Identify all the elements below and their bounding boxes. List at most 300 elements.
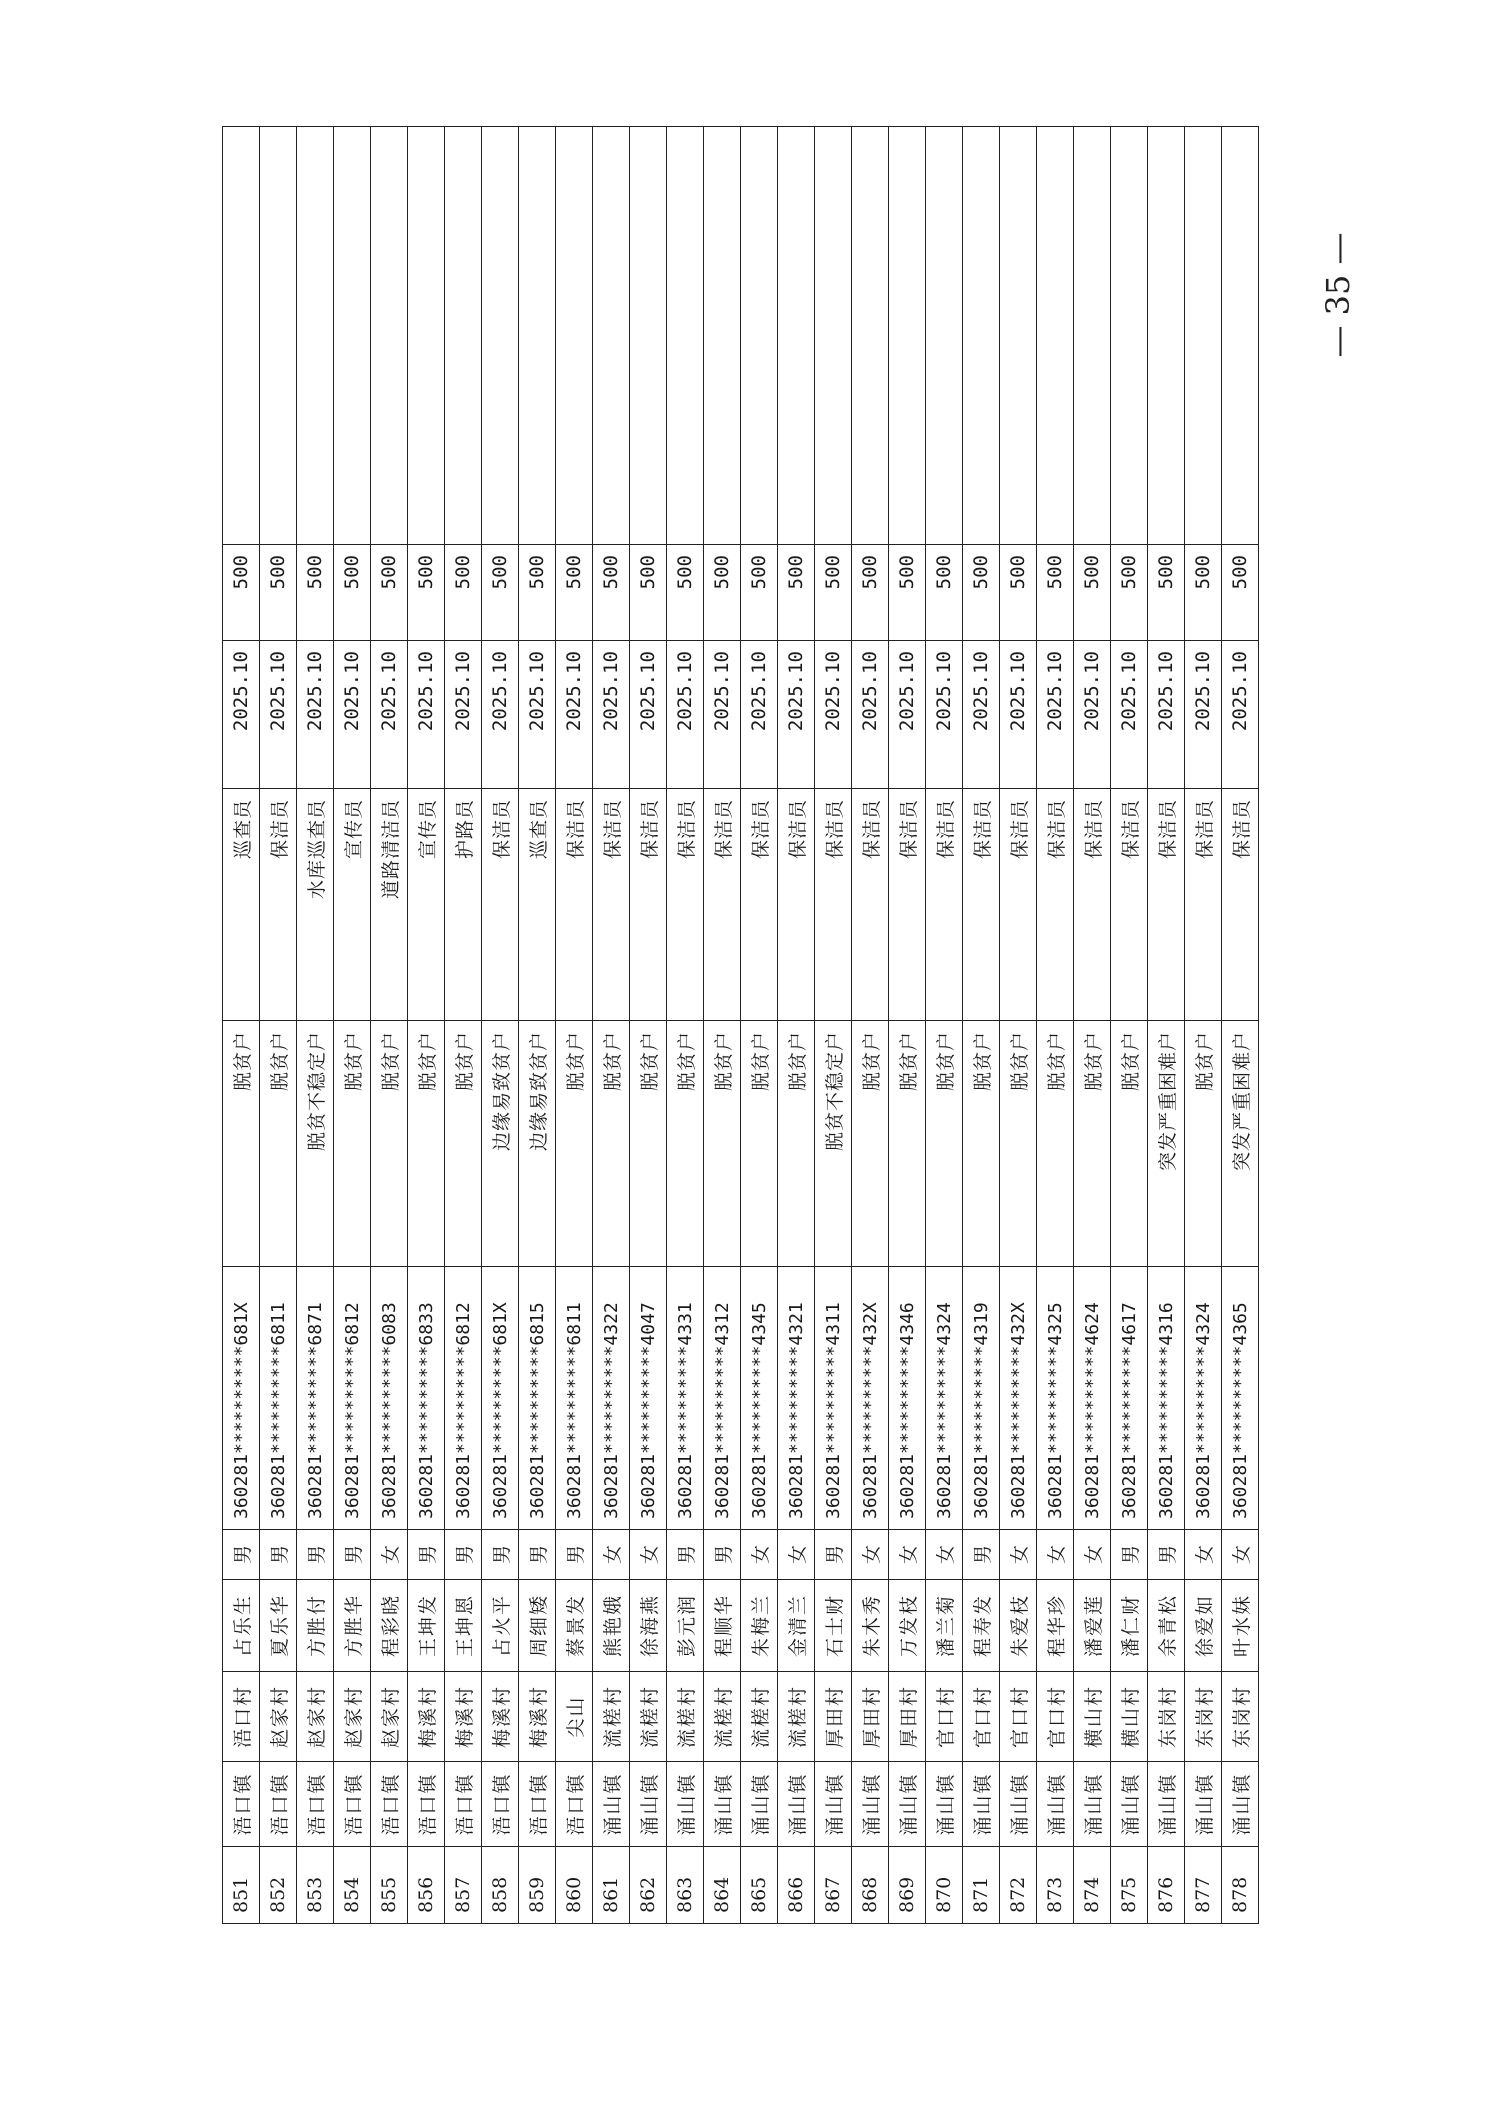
row-number-cell: 859 <box>519 1847 556 1924</box>
amount-cell: 500 <box>519 545 556 641</box>
empty-cell <box>852 127 889 545</box>
town-cell: 浯口镇 <box>482 1762 519 1847</box>
amount-cell: 500 <box>1037 545 1074 641</box>
sex-cell: 女 <box>1037 1530 1074 1580</box>
household-category-cell: 脱贫户 <box>778 1021 815 1267</box>
amount-cell: 500 <box>297 545 334 641</box>
household-category-cell: 突发严重困难户 <box>1222 1021 1259 1267</box>
amount-cell: 500 <box>482 545 519 641</box>
amount-cell: 500 <box>926 545 963 641</box>
job-post-cell: 保洁员 <box>1148 789 1185 1021</box>
sex-cell: 男 <box>482 1530 519 1580</box>
amount-cell: 500 <box>815 545 852 641</box>
person-name-cell: 叶水妹 <box>1222 1580 1259 1672</box>
date-cell: 2025.10 <box>1222 641 1259 789</box>
empty-cell <box>297 127 334 545</box>
empty-cell <box>223 127 260 545</box>
household-category-cell: 脱贫户 <box>556 1021 593 1267</box>
job-post-cell: 保洁员 <box>1000 789 1037 1021</box>
sex-cell: 女 <box>371 1530 408 1580</box>
table-row <box>1148 127 1185 1924</box>
empty-cell <box>704 127 741 545</box>
table-row <box>371 127 408 1924</box>
sex-cell: 男 <box>260 1530 297 1580</box>
person-name-cell: 石士财 <box>815 1580 852 1672</box>
empty-cell <box>889 127 926 545</box>
id-number-cell: 360281**********4365 <box>1222 1267 1259 1530</box>
id-number-cell: 360281**********432X <box>1000 1267 1037 1530</box>
village-cell: 赵家村 <box>297 1672 334 1762</box>
row-number-cell: 873 <box>1037 1847 1074 1924</box>
person-name-cell: 周细矮 <box>519 1580 556 1672</box>
table-row <box>704 127 741 1924</box>
household-category-cell: 脱贫户 <box>223 1021 260 1267</box>
date-cell: 2025.10 <box>297 641 334 789</box>
table-row <box>963 127 1000 1924</box>
job-post-cell: 保洁员 <box>704 789 741 1021</box>
empty-cell <box>408 127 445 545</box>
amount-cell: 500 <box>1074 545 1111 641</box>
job-post-cell: 保洁员 <box>926 789 963 1021</box>
household-category-cell: 脱贫户 <box>371 1021 408 1267</box>
village-cell: 官口村 <box>963 1672 1000 1762</box>
empty-cell <box>815 127 852 545</box>
village-cell: 横山村 <box>1074 1672 1111 1762</box>
amount-cell: 500 <box>704 545 741 641</box>
person-name-cell: 程顺华 <box>704 1580 741 1672</box>
date-cell: 2025.10 <box>223 641 260 789</box>
village-cell: 流槎村 <box>704 1672 741 1762</box>
village-cell: 梅溪村 <box>519 1672 556 1762</box>
roster-table-container <box>222 127 1253 1924</box>
amount-cell: 500 <box>1222 545 1259 641</box>
amount-cell: 500 <box>223 545 260 641</box>
person-name-cell: 王坤恩 <box>445 1580 482 1672</box>
job-post-cell: 道路清洁员 <box>371 789 408 1021</box>
amount-cell: 500 <box>852 545 889 641</box>
person-name-cell: 程寿发 <box>963 1580 1000 1672</box>
town-cell: 浯口镇 <box>445 1762 482 1847</box>
row-number-cell: 856 <box>408 1847 445 1924</box>
village-cell: 赵家村 <box>334 1672 371 1762</box>
row-number-cell: 863 <box>667 1847 704 1924</box>
id-number-cell: 360281**********681X <box>223 1267 260 1530</box>
date-cell: 2025.10 <box>778 641 815 789</box>
job-post-cell: 保洁员 <box>815 789 852 1021</box>
date-cell: 2025.10 <box>482 641 519 789</box>
village-cell: 梅溪村 <box>408 1672 445 1762</box>
empty-cell <box>519 127 556 545</box>
date-cell: 2025.10 <box>630 641 667 789</box>
job-post-cell: 保洁员 <box>1222 789 1259 1021</box>
village-cell: 厚田村 <box>852 1672 889 1762</box>
job-post-cell: 保洁员 <box>260 789 297 1021</box>
person-name-cell: 蔡景发 <box>556 1580 593 1672</box>
table-row <box>1222 127 1259 1924</box>
sex-cell: 女 <box>741 1530 778 1580</box>
date-cell: 2025.10 <box>926 641 963 789</box>
id-number-cell: 360281**********4617 <box>1111 1267 1148 1530</box>
empty-cell <box>1148 127 1185 545</box>
amount-cell: 500 <box>260 545 297 641</box>
job-post-cell: 巡查员 <box>223 789 260 1021</box>
town-cell: 涌山镇 <box>741 1762 778 1847</box>
row-number-cell: 867 <box>815 1847 852 1924</box>
date-cell: 2025.10 <box>371 641 408 789</box>
row-number-cell: 864 <box>704 1847 741 1924</box>
table-row <box>519 127 556 1924</box>
sex-cell: 女 <box>852 1530 889 1580</box>
person-name-cell: 程彩晓 <box>371 1580 408 1672</box>
person-name-cell: 方胜华 <box>334 1580 371 1672</box>
town-cell: 浯口镇 <box>334 1762 371 1847</box>
id-number-cell: 360281**********4319 <box>963 1267 1000 1530</box>
town-cell: 涌山镇 <box>1037 1762 1074 1847</box>
town-cell: 浯口镇 <box>519 1762 556 1847</box>
table-row <box>741 127 778 1924</box>
row-number-cell: 868 <box>852 1847 889 1924</box>
row-number-cell: 858 <box>482 1847 519 1924</box>
person-name-cell: 方胜付 <box>297 1580 334 1672</box>
job-post-cell: 保洁员 <box>667 789 704 1021</box>
row-number-cell: 871 <box>963 1847 1000 1924</box>
person-name-cell: 万发枝 <box>889 1580 926 1672</box>
row-number-cell: 872 <box>1000 1847 1037 1924</box>
job-post-cell: 保洁员 <box>852 789 889 1021</box>
empty-cell <box>1222 127 1259 545</box>
row-number-cell: 870 <box>926 1847 963 1924</box>
household-category-cell: 脱贫户 <box>926 1021 963 1267</box>
village-cell: 东岗村 <box>1222 1672 1259 1762</box>
sex-cell: 男 <box>297 1530 334 1580</box>
id-number-cell: 360281**********4345 <box>741 1267 778 1530</box>
household-category-cell: 脱贫不稳定户 <box>297 1021 334 1267</box>
date-cell: 2025.10 <box>1037 641 1074 789</box>
id-number-cell: 360281**********4324 <box>926 1267 963 1530</box>
date-cell: 2025.10 <box>889 641 926 789</box>
amount-cell: 500 <box>963 545 1000 641</box>
id-number-cell: 360281**********4047 <box>630 1267 667 1530</box>
person-name-cell: 占乐生 <box>223 1580 260 1672</box>
person-name-cell: 余青松 <box>1148 1580 1185 1672</box>
id-number-cell: 360281**********6833 <box>408 1267 445 1530</box>
sex-cell: 男 <box>223 1530 260 1580</box>
empty-cell <box>260 127 297 545</box>
village-cell: 东岗村 <box>1185 1672 1222 1762</box>
date-cell: 2025.10 <box>519 641 556 789</box>
id-number-cell: 360281**********4624 <box>1074 1267 1111 1530</box>
date-cell: 2025.10 <box>593 641 630 789</box>
town-cell: 涌山镇 <box>1111 1762 1148 1847</box>
amount-cell: 500 <box>556 545 593 641</box>
village-cell: 官口村 <box>1000 1672 1037 1762</box>
date-cell: 2025.10 <box>1074 641 1111 789</box>
table-row <box>556 127 593 1924</box>
town-cell: 涌山镇 <box>778 1762 815 1847</box>
id-number-cell: 360281**********4324 <box>1185 1267 1222 1530</box>
id-number-cell: 360281**********432X <box>852 1267 889 1530</box>
person-name-cell: 朱木秀 <box>852 1580 889 1672</box>
person-name-cell: 金清兰 <box>778 1580 815 1672</box>
job-post-cell: 保洁员 <box>1185 789 1222 1021</box>
job-post-cell: 保洁员 <box>482 789 519 1021</box>
empty-cell <box>1185 127 1222 545</box>
household-category-cell: 脱贫户 <box>1000 1021 1037 1267</box>
row-number-cell: 851 <box>223 1847 260 1924</box>
person-name-cell: 朱梅兰 <box>741 1580 778 1672</box>
sex-cell: 女 <box>1074 1530 1111 1580</box>
table-row <box>1074 127 1111 1924</box>
row-number-cell: 876 <box>1148 1847 1185 1924</box>
date-cell: 2025.10 <box>408 641 445 789</box>
date-cell: 2025.10 <box>260 641 297 789</box>
village-cell: 流槎村 <box>741 1672 778 1762</box>
sex-cell: 男 <box>334 1530 371 1580</box>
empty-cell <box>741 127 778 545</box>
village-cell: 厚田村 <box>889 1672 926 1762</box>
sex-cell: 男 <box>815 1530 852 1580</box>
table-row <box>1000 127 1037 1924</box>
empty-cell <box>556 127 593 545</box>
town-cell: 涌山镇 <box>852 1762 889 1847</box>
amount-cell: 500 <box>741 545 778 641</box>
person-name-cell: 徐海燕 <box>630 1580 667 1672</box>
table-row <box>482 127 519 1924</box>
town-cell: 涌山镇 <box>1148 1762 1185 1847</box>
household-category-cell: 脱贫户 <box>1111 1021 1148 1267</box>
household-category-cell: 脱贫户 <box>408 1021 445 1267</box>
id-number-cell: 360281**********4312 <box>704 1267 741 1530</box>
household-category-cell: 脱贫户 <box>334 1021 371 1267</box>
town-cell: 涌山镇 <box>704 1762 741 1847</box>
village-cell: 流槎村 <box>630 1672 667 1762</box>
job-post-cell: 保洁员 <box>778 789 815 1021</box>
town-cell: 涌山镇 <box>889 1762 926 1847</box>
sex-cell: 女 <box>1000 1530 1037 1580</box>
person-name-cell: 彭元润 <box>667 1580 704 1672</box>
household-category-cell: 脱贫户 <box>630 1021 667 1267</box>
empty-cell <box>667 127 704 545</box>
amount-cell: 500 <box>778 545 815 641</box>
village-cell: 赵家村 <box>260 1672 297 1762</box>
empty-cell <box>1111 127 1148 545</box>
person-name-cell: 占火平 <box>482 1580 519 1672</box>
job-post-cell: 宣传员 <box>408 789 445 1021</box>
row-number-cell: 878 <box>1222 1847 1259 1924</box>
amount-cell: 500 <box>593 545 630 641</box>
table-row <box>593 127 630 1924</box>
table-row <box>778 127 815 1924</box>
id-number-cell: 360281**********6871 <box>297 1267 334 1530</box>
sex-cell: 女 <box>1222 1530 1259 1580</box>
date-cell: 2025.10 <box>445 641 482 789</box>
job-post-cell: 保洁员 <box>963 789 1000 1021</box>
date-cell: 2025.10 <box>1111 641 1148 789</box>
household-category-cell: 突发严重困难户 <box>1148 1021 1185 1267</box>
date-cell: 2025.10 <box>704 641 741 789</box>
person-name-cell: 朱爱枝 <box>1000 1580 1037 1672</box>
row-number-cell: 854 <box>334 1847 371 1924</box>
page-number: — 35 — <box>1319 232 1357 358</box>
sex-cell: 男 <box>963 1530 1000 1580</box>
date-cell: 2025.10 <box>815 641 852 789</box>
empty-cell <box>1037 127 1074 545</box>
id-number-cell: 360281**********6083 <box>371 1267 408 1530</box>
village-cell: 厚田村 <box>815 1672 852 1762</box>
date-cell: 2025.10 <box>741 641 778 789</box>
person-name-cell: 夏乐华 <box>260 1580 297 1672</box>
village-cell: 梅溪村 <box>445 1672 482 1762</box>
date-cell: 2025.10 <box>1185 641 1222 789</box>
sex-cell: 女 <box>630 1530 667 1580</box>
id-number-cell: 360281**********4316 <box>1148 1267 1185 1530</box>
town-cell: 浯口镇 <box>260 1762 297 1847</box>
table-row <box>334 127 371 1924</box>
id-number-cell: 360281**********4325 <box>1037 1267 1074 1530</box>
id-number-cell: 360281**********4346 <box>889 1267 926 1530</box>
household-category-cell: 边缘易致贫户 <box>482 1021 519 1267</box>
row-number-cell: 855 <box>371 1847 408 1924</box>
table-row <box>889 127 926 1924</box>
household-category-cell: 脱贫户 <box>1037 1021 1074 1267</box>
table-row <box>223 127 260 1924</box>
sex-cell: 男 <box>1111 1530 1148 1580</box>
person-name-cell: 程华珍 <box>1037 1580 1074 1672</box>
sex-cell: 男 <box>408 1530 445 1580</box>
village-cell: 浯口村 <box>223 1672 260 1762</box>
sex-cell: 男 <box>519 1530 556 1580</box>
amount-cell: 500 <box>630 545 667 641</box>
town-cell: 涌山镇 <box>667 1762 704 1847</box>
date-cell: 2025.10 <box>334 641 371 789</box>
town-cell: 浯口镇 <box>556 1762 593 1847</box>
sex-cell: 男 <box>556 1530 593 1580</box>
village-cell: 梅溪村 <box>482 1672 519 1762</box>
table-row <box>408 127 445 1924</box>
id-number-cell: 360281**********6812 <box>445 1267 482 1530</box>
id-number-cell: 360281**********681X <box>482 1267 519 1530</box>
household-category-cell: 脱贫户 <box>889 1021 926 1267</box>
job-post-cell: 保洁员 <box>630 789 667 1021</box>
row-number-cell: 860 <box>556 1847 593 1924</box>
table-row <box>297 127 334 1924</box>
sex-cell: 男 <box>704 1530 741 1580</box>
row-number-cell: 853 <box>297 1847 334 1924</box>
village-cell: 东岗村 <box>1148 1672 1185 1762</box>
person-name-cell: 王坤发 <box>408 1580 445 1672</box>
village-cell: 官口村 <box>1037 1672 1074 1762</box>
roster-table <box>222 126 1259 1924</box>
date-cell: 2025.10 <box>667 641 704 789</box>
table-row <box>630 127 667 1924</box>
sex-cell: 女 <box>778 1530 815 1580</box>
job-post-cell: 保洁员 <box>556 789 593 1021</box>
amount-cell: 500 <box>1000 545 1037 641</box>
household-category-cell: 脱贫户 <box>260 1021 297 1267</box>
row-number-cell: 866 <box>778 1847 815 1924</box>
table-row <box>1185 127 1222 1924</box>
person-name-cell: 徐爱如 <box>1185 1580 1222 1672</box>
amount-cell: 500 <box>889 545 926 641</box>
household-category-cell: 脱贫户 <box>741 1021 778 1267</box>
table-row <box>852 127 889 1924</box>
household-category-cell: 脱贫户 <box>963 1021 1000 1267</box>
job-post-cell: 保洁员 <box>593 789 630 1021</box>
table-row <box>445 127 482 1924</box>
row-number-cell: 857 <box>445 1847 482 1924</box>
table-row <box>926 127 963 1924</box>
job-post-cell: 保洁员 <box>1111 789 1148 1021</box>
id-number-cell: 360281**********6811 <box>556 1267 593 1530</box>
village-cell: 流槎村 <box>593 1672 630 1762</box>
job-post-cell: 保洁员 <box>741 789 778 1021</box>
date-cell: 2025.10 <box>556 641 593 789</box>
row-number-cell: 852 <box>260 1847 297 1924</box>
sex-cell: 男 <box>1148 1530 1185 1580</box>
empty-cell <box>963 127 1000 545</box>
sex-cell: 男 <box>445 1530 482 1580</box>
empty-cell <box>445 127 482 545</box>
household-category-cell: 脱贫户 <box>852 1021 889 1267</box>
sex-cell: 女 <box>926 1530 963 1580</box>
household-category-cell: 脱贫户 <box>667 1021 704 1267</box>
amount-cell: 500 <box>334 545 371 641</box>
empty-cell <box>482 127 519 545</box>
id-number-cell: 360281**********4311 <box>815 1267 852 1530</box>
town-cell: 浯口镇 <box>297 1762 334 1847</box>
town-cell: 涌山镇 <box>963 1762 1000 1847</box>
row-number-cell: 877 <box>1185 1847 1222 1924</box>
amount-cell: 500 <box>1148 545 1185 641</box>
person-name-cell: 潘爱莲 <box>1074 1580 1111 1672</box>
town-cell: 浯口镇 <box>223 1762 260 1847</box>
village-cell: 横山村 <box>1111 1672 1148 1762</box>
town-cell: 涌山镇 <box>926 1762 963 1847</box>
empty-cell <box>593 127 630 545</box>
job-post-cell: 护路员 <box>445 789 482 1021</box>
household-category-cell: 脱贫户 <box>445 1021 482 1267</box>
village-cell: 赵家村 <box>371 1672 408 1762</box>
row-number-cell: 861 <box>593 1847 630 1924</box>
job-post-cell: 保洁员 <box>1037 789 1074 1021</box>
date-cell: 2025.10 <box>963 641 1000 789</box>
household-category-cell: 脱贫户 <box>1074 1021 1111 1267</box>
town-cell: 涌山镇 <box>593 1762 630 1847</box>
row-number-cell: 865 <box>741 1847 778 1924</box>
town-cell: 浯口镇 <box>408 1762 445 1847</box>
id-number-cell: 360281**********4322 <box>593 1267 630 1530</box>
household-category-cell: 脱贫不稳定户 <box>815 1021 852 1267</box>
person-name-cell: 潘仁财 <box>1111 1580 1148 1672</box>
sex-cell: 女 <box>593 1530 630 1580</box>
table-row <box>260 127 297 1924</box>
empty-cell <box>371 127 408 545</box>
table-row <box>1037 127 1074 1924</box>
amount-cell: 500 <box>1185 545 1222 641</box>
job-post-cell: 保洁员 <box>1074 789 1111 1021</box>
empty-cell <box>926 127 963 545</box>
sex-cell: 男 <box>667 1530 704 1580</box>
date-cell: 2025.10 <box>852 641 889 789</box>
date-cell: 2025.10 <box>1000 641 1037 789</box>
amount-cell: 500 <box>371 545 408 641</box>
empty-cell <box>630 127 667 545</box>
amount-cell: 500 <box>408 545 445 641</box>
town-cell: 涌山镇 <box>815 1762 852 1847</box>
town-cell: 涌山镇 <box>1222 1762 1259 1847</box>
household-category-cell: 脱贫户 <box>704 1021 741 1267</box>
sex-cell: 女 <box>889 1530 926 1580</box>
